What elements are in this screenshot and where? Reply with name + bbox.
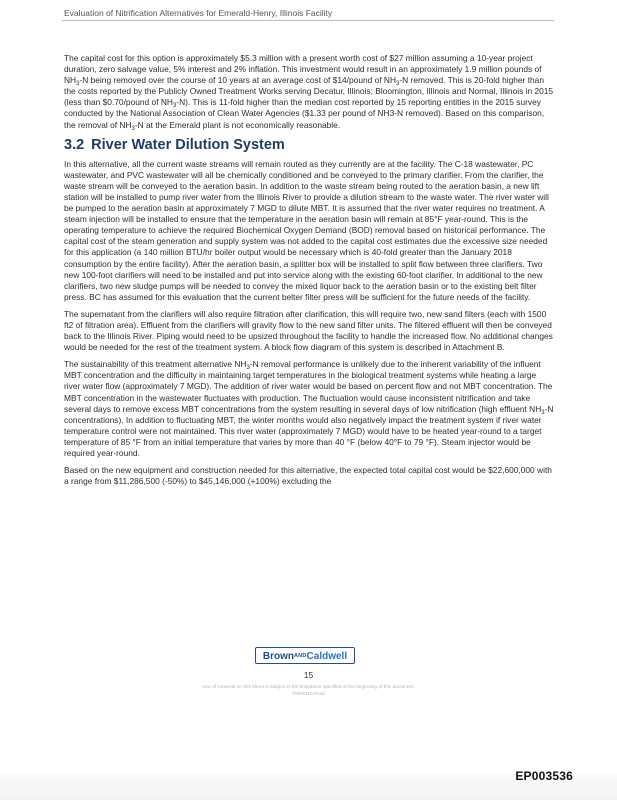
paragraph-3 — [64, 359, 554, 459]
intro-paragraph — [64, 53, 554, 131]
footer-note-line-2: TM03318-Final — [292, 692, 325, 697]
intro-text-c: -N removed. This is 20-fold higher than the costs reported by the Publicly Owned Treatment Works serving Decatur, Illinois; Bloomington, Illinois and Normal, Illinois in 2015 (less than $0.70/pound of NH — [64, 75, 554, 108]
section-heading — [64, 137, 554, 154]
section-title: River Water Dilution System — [91, 136, 285, 153]
intro-text-d: -N). This is 11-fold higher than the median cost reported by 15 reporting entities in the 2015 survey conducted by the National Association of Clean Water Agencies ($1.33 per pound of NH3-N removed). Based on this comparison, the removal of NH — [64, 97, 545, 130]
p3-text-b: -N removal performance is unlikely due to the inherent variability of the influent MBT concentration and the difficulty in maintaining target temperatures in the biological treatment systems while heating a large river water flow (approximately 7 MGD). The addition of river water would be based on percent flow and not MBT concentration. The MBT concentration in the wastewater fluctuates with production. The fluctuation would cause inconsistent nitrification and take several days to remove excess MBT concentrations from the system resulting in several days of low nitrification (high effluent NH — [64, 359, 553, 414]
subscript: 3 — [246, 365, 250, 372]
logo-word-and: AND — [294, 653, 307, 659]
page-number: 15 — [303, 670, 314, 680]
intro-text-a: The capital cost for this option is approximately $5.3 million with a present worth cost of $27 million assuming a 10-year project duration, zero salvage value, 5% interest and 2% inflation. This investment would result in an approximately 1.9 million pounds of NH — [64, 53, 542, 86]
p3-text-c: -N concentrations). In addition to fluctuating MBT, the winter months would also negatively impact the treatment system if river water temperature control were not maintained. This river water (approximately 7 MGD) would have to be heated year-round to a target temperature of 85 °F from an initial temperature that varies by more than 40 °F (below 40°F to 79 °F). Steam injector would be required year-round. — [64, 403, 554, 458]
intro-text-b: -N being removed over the course of 10 years at an average cost of $14/pound of NH — [79, 75, 397, 86]
header-divider — [62, 20, 554, 21]
subscript: 3 — [172, 103, 177, 110]
section-number: 3.2 — [64, 136, 85, 153]
subscript: 3 — [541, 409, 545, 416]
paragraph-1: In this alternative, all the current waste streams will remain routed as they currently are at the facility. The C-18 wastewater, PC wastewater, and PVC wastewater will all be chemically conditioned and be conveyed to the primary clarifier. From the clarifier, the waste stream will be conveyed to the aeration basin. In addition to the waste stream being routed to the aeration basin, a new lift station will be installed to pump river water from the Illinois River to provide a dilution stream to the waste water. The river water will be pumped to the aeration basin at approximately 7 MGD to dilute MBT. It is assumed that the river water requires no treatment. A steam injection will be installed to ensure that the temperature in the aeration basin will remain at 85°F year-round. This is the operating temperature to achieve the required Biochemical Oxygen Demand (BOD) removal based on historical performance. The capital cost of the steam generation and supply system was not added to the capital cost estimates due the excessive size needed for this application (a 140 million BTU/hr boiler output would be necessary which is 40-fold greater than the January 2018 consumption by the entire facility). After the aeration basin, a splitter box will be installed to split flow between three clarifiers. Two new 100-foot clarifiers will need to be installed and put into service along with the existing 60-foot clarifier. In additional to the new clarifiers, two new sludge pumps will be needed to convey the mixed liquor back to the aeration basin or to the existing belt filter press. BC has assumed for this evaluation that the current belter filter press will be sufficient for the future needs of the facility. — [64, 158, 549, 302]
footer-note-line-1: Use of contents on this sheet is subject to the limitations specified at the beginning of this document. — [202, 685, 415, 690]
running-header: Evaluation of Nitrification Alternatives for Emerald-Henry, Illinois Facility — [64, 8, 333, 18]
subscript: 3 — [396, 81, 400, 88]
logo-word-caldwell: Caldwell — [306, 651, 348, 663]
p3-text-a: The sustainability of this treatment alternative NH — [64, 359, 247, 370]
intro-text-e: -N at the Emerald plant is not economically reasonable. — [134, 119, 341, 130]
subscript: 3 — [131, 125, 135, 132]
paragraph-2: The supernatant from the clarifiers will also require filtration after clarification, this will require two, new sand filters (each with 1500 ft2 of filtration area). Effluent from the clarifiers will gravity flow to the new sand filter units. The filtered effluent will then be conveyed back to the Illinois River. Piping would need to be upsized throughout the facility to handle the increased flow. No additional changes would be needed for the rest of the treatment system. A block flow diagram of this system is described in Attachment B. — [64, 308, 553, 353]
document-body — [64, 53, 554, 493]
footer-note — [0, 684, 617, 698]
brown-and-caldwell-logo — [255, 647, 355, 664]
subscript: 3 — [76, 81, 80, 88]
logo-word-brown: Brown — [262, 651, 294, 663]
paragraph-4: Based on the new equipment and construction needed for this alternative, the expected total capital cost would be $22,600,000 with a range from $11,286,500 (-50%) to $45,146,000 (+100%) excluding the — [64, 465, 552, 487]
bates-number: EP003536 — [515, 769, 573, 783]
